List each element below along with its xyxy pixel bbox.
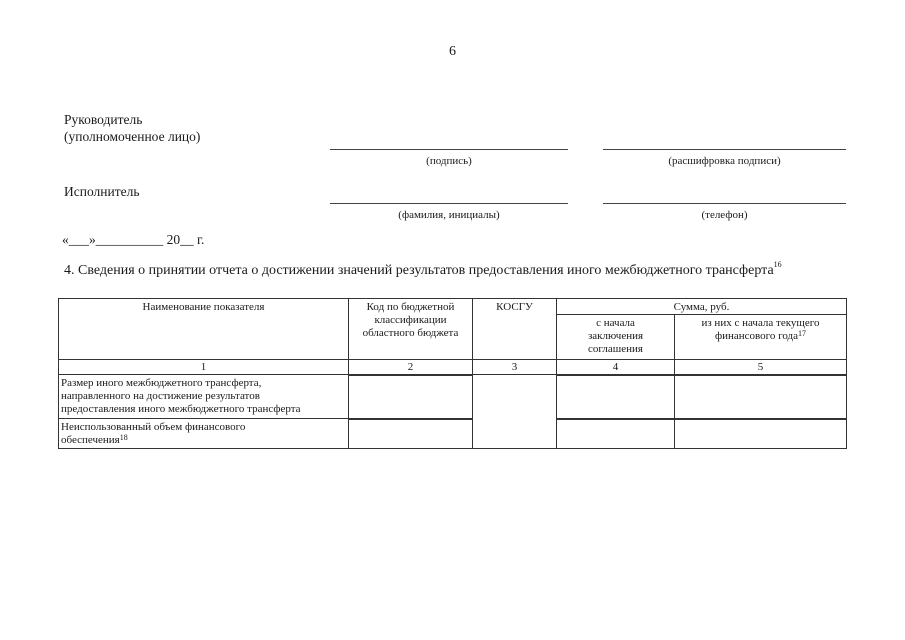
- phone-line[interactable]: [603, 203, 846, 204]
- kosgu-cell[interactable]: [473, 375, 557, 449]
- report-table: [58, 298, 847, 449]
- row-unused-amount-label: Неиспользованный объем финансового обеспечения$^{18}$: [59, 419, 349, 449]
- col-number: 4: [557, 360, 675, 375]
- row-transfer-amount-label: Размер иного межбюджетного трансферта, направленного на достижение результатов предоставления иного межбюджетного трансферта: [59, 375, 349, 419]
- col-number: 1: [59, 360, 349, 375]
- col4-header: с начала заключения соглашения: [557, 315, 675, 360]
- col5-header: из них с начала текущего финансового года$^{17}$: [675, 315, 847, 360]
- header-row-1: [59, 299, 847, 315]
- column-numbers-row: [59, 360, 847, 375]
- section-title: 4. Сведения о принятии отчета о достижении значений результатов предоставления иного межбюджетного трансферта$^{16}$: [64, 260, 782, 278]
- col1-header: Наименование показателя: [59, 299, 349, 360]
- decoding-caption: (расшифровка подписи): [668, 155, 781, 167]
- name-line[interactable]: [330, 203, 568, 204]
- col-number: 5: [675, 360, 847, 375]
- page-number: 6: [449, 44, 456, 59]
- section-footnote: 16: [773, 260, 782, 269]
- name-caption: (фамилия, инициалы): [398, 209, 500, 221]
- col2-header: Код по бюджетной классификации областного бюджета: [349, 299, 473, 360]
- executor-label: Исполнитель: [64, 184, 140, 199]
- row2-code-cell[interactable]: [349, 419, 473, 449]
- phone-caption: (телефон): [701, 209, 748, 221]
- head-label: Руководитель: [64, 112, 143, 127]
- row1-current-year-cell[interactable]: [675, 375, 847, 419]
- table-row: [59, 375, 847, 419]
- decoding-line[interactable]: [603, 149, 846, 150]
- signature-caption: (подпись): [426, 155, 472, 167]
- sum-header: Сумма, руб.: [557, 299, 847, 315]
- date-line[interactable]: «___»__________ 20__ г.: [62, 232, 205, 247]
- col3-header: КОСГУ: [473, 299, 557, 360]
- signature-line[interactable]: [330, 149, 568, 150]
- table-row: [59, 419, 847, 449]
- head-sublabel: (уполномоченное лицо): [64, 129, 201, 144]
- row1-since-start-cell[interactable]: [557, 375, 675, 419]
- col-number: 2: [349, 360, 473, 375]
- row2-current-year-cell[interactable]: [675, 419, 847, 449]
- row1-code-cell[interactable]: [349, 375, 473, 419]
- row2-since-start-cell[interactable]: [557, 419, 675, 449]
- col-number: 3: [473, 360, 557, 375]
